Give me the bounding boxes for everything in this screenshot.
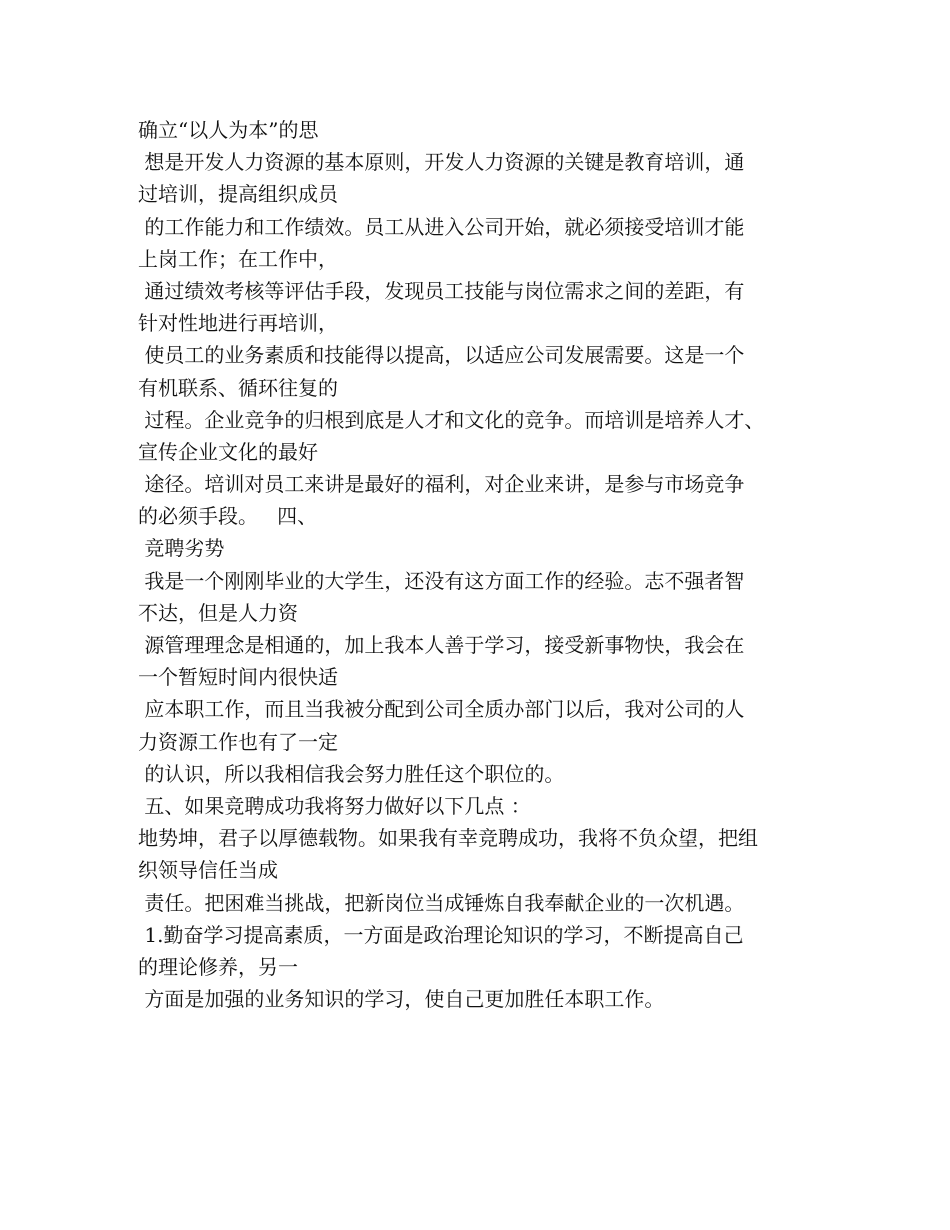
text-line: 责任。把困难当挑战，把新岗位当成锤炼自我奉献企业的一次机遇。 xyxy=(138,890,745,915)
text-line: 地势坤，君子以厚德载物。如果我有幸竞聘成功，我将不负众望，把组 xyxy=(138,826,758,851)
text-line: 的工作能力和工作绩效。员工从进入公司开始，就必须接受培训才能 xyxy=(138,214,745,239)
text-line: 过程。企业竞争的归根到底是人才和文化的竞争。而培训是培养人才、 xyxy=(138,407,765,432)
section-heading: 五、如果竞聘成功我将努力做好以下几点 ： xyxy=(138,793,531,818)
text-line: 想是开发人力资源的基本原则，开发人力资源的关键是教育培训，通 xyxy=(138,150,745,175)
text-line: 源管理理念是相通的，加上我本人善于学习，接受新事物快，我会在 xyxy=(138,633,745,657)
text-line: 方面是加强的业务知识的学习，使自己更加胜任本职工作。 xyxy=(138,987,665,1012)
text-line: 有机联系、循环往复的 xyxy=(138,375,338,400)
text-line: 途径。培训对员工来讲是最好的福利，对企业来讲，是参与市场竞争 xyxy=(138,472,745,497)
text-line: 针对性地进行再培训， xyxy=(138,311,338,336)
text-line: 织领导信任当成 xyxy=(138,858,278,883)
text-line: 使员工的业务素质和技能得以提高，以适应公司发展需要。这是一个 xyxy=(138,343,745,368)
text-line: 的理论修养，另一 xyxy=(138,954,298,979)
text-line: 我是一个刚刚毕业的大学生，还没有这方面工作的经验。志不强者智 xyxy=(138,568,745,593)
text-line: 的必须手段。 四、 xyxy=(138,504,318,529)
text-line: 过培训，提高组织成员 xyxy=(138,182,338,207)
text-line: 通过绩效考核等评估手段，发现员工技能与岗位需求之间的差距，有 xyxy=(138,278,745,303)
body-text xyxy=(138,114,828,1015)
text-line: 力资源工作也有了一定 xyxy=(138,729,338,754)
text-line: 确立“以人为本”的思 xyxy=(138,118,319,142)
text-line: 上岗工作；在工作中， xyxy=(138,246,338,271)
text-line: 应本职工作，而且当我被分配到公司全质办部门以后，我对公司的人 xyxy=(138,697,745,722)
text-line: 1.勤奋学习提高素质，一方面是政治理论知识的学习，不断提高自己 xyxy=(138,922,744,947)
section-heading: 竞聘劣势 xyxy=(138,536,225,561)
text-line: 宣传企业文化的最好 xyxy=(138,439,318,464)
text-line: 一个暂短时间内很快适 xyxy=(138,665,338,690)
text-line: 的认识，所以我相信我会努力胜任这个职位的。 xyxy=(138,761,565,786)
text-line: 不达，但是人力资 xyxy=(138,600,298,625)
